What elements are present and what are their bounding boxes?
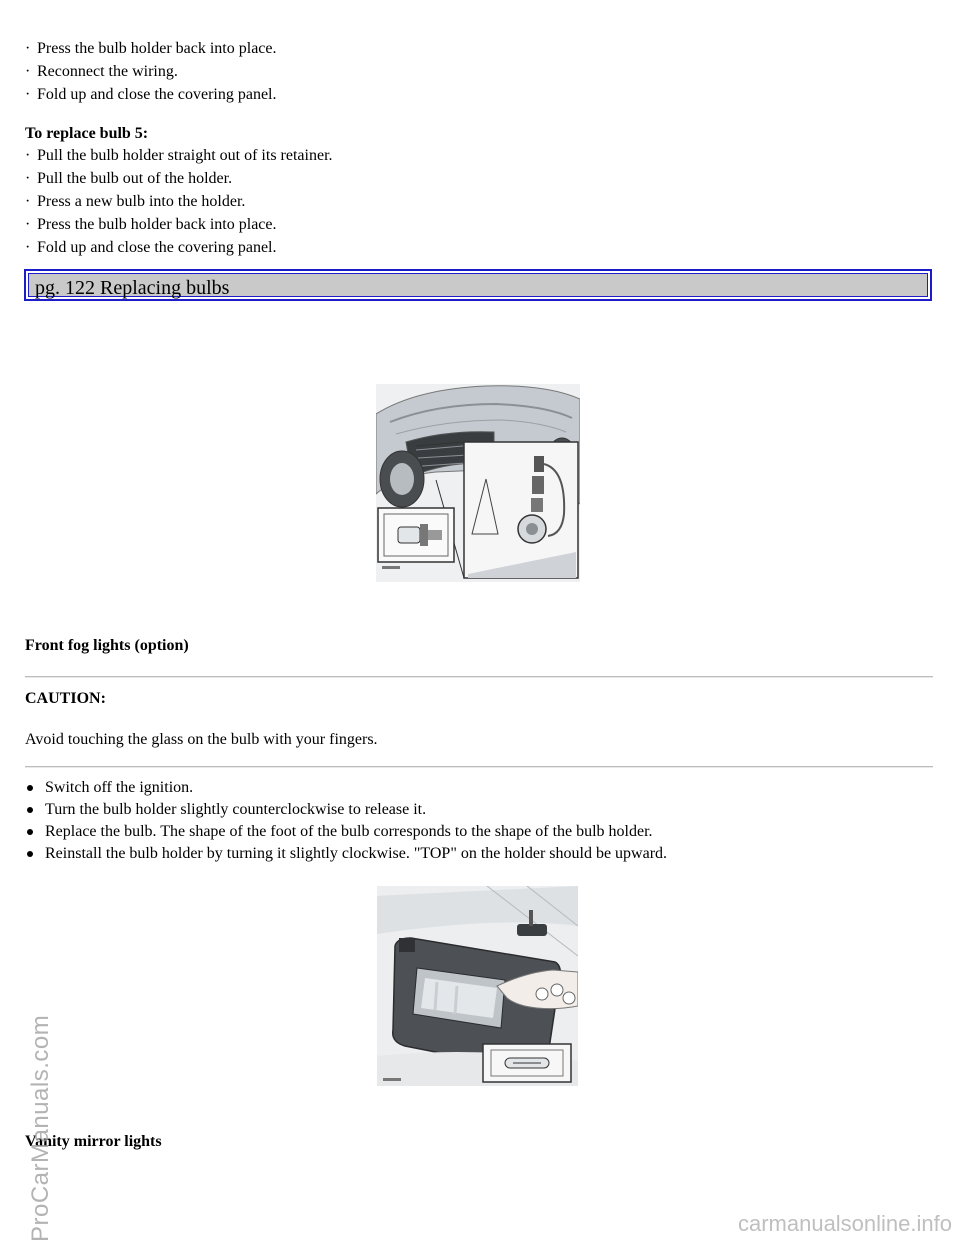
bullet-icon [27,851,33,857]
fog-lights-heading: Front fog lights (option) [25,637,189,654]
section-header [24,269,932,301]
bullet-icon [27,785,33,791]
section-header-title: pg. 122 Replacing bulbs [35,277,230,299]
list-item: Switch off the ignition. [25,777,667,799]
bulb5-step: · Pull the bulb out of the holder. [25,170,233,187]
vanity-heading: Vanity mirror lights [25,1133,162,1150]
list-item: Replace the bulb. The shape of the foot of the bulb corresponds to the shape of the bulb holder. [25,821,667,843]
watermark-left: ProCarManuals.com [27,1014,54,1242]
fog-lights-steps [25,777,667,865]
bulb5-step: · Pull the bulb holder straight out of its retainer. [25,147,333,164]
list-item: Turn the bulb holder slightly counterclockwise to release it. [25,799,667,821]
bulb5-step: · Press a new bulb into the holder. [25,193,246,210]
fog-light-drawing [376,384,580,582]
caution-label: CAUTION: [25,690,106,707]
intro-step: · Fold up and close the covering panel. [25,86,277,103]
bulb5-step: · Press the bulb holder back into place. [25,216,277,233]
intro-step: · Reconnect the wiring. [25,63,178,80]
divider-top [25,676,933,678]
vanity-mirror-illustration [377,886,578,1086]
caution-text: Avoid touching the glass on the bulb with your fingers. [25,731,378,748]
bulb5-heading: To replace bulb 5: [25,125,149,142]
bullet-icon [27,829,33,835]
intro-step: · Press the bulb holder back into place. [25,40,277,57]
bulb5-step: · Fold up and close the covering panel. [25,239,277,256]
section-header-fill [28,273,928,297]
watermark-bottom: carmanualsonline.info [737,1211,952,1236]
vanity-mirror-drawing [377,886,578,1086]
list-item: Reinstall the bulb holder by turning it slightly clockwise. "TOP" on the holder should be upward. [25,843,667,865]
bullet-icon [27,807,33,813]
divider-bottom [25,766,933,768]
fog-light-illustration [376,384,580,582]
